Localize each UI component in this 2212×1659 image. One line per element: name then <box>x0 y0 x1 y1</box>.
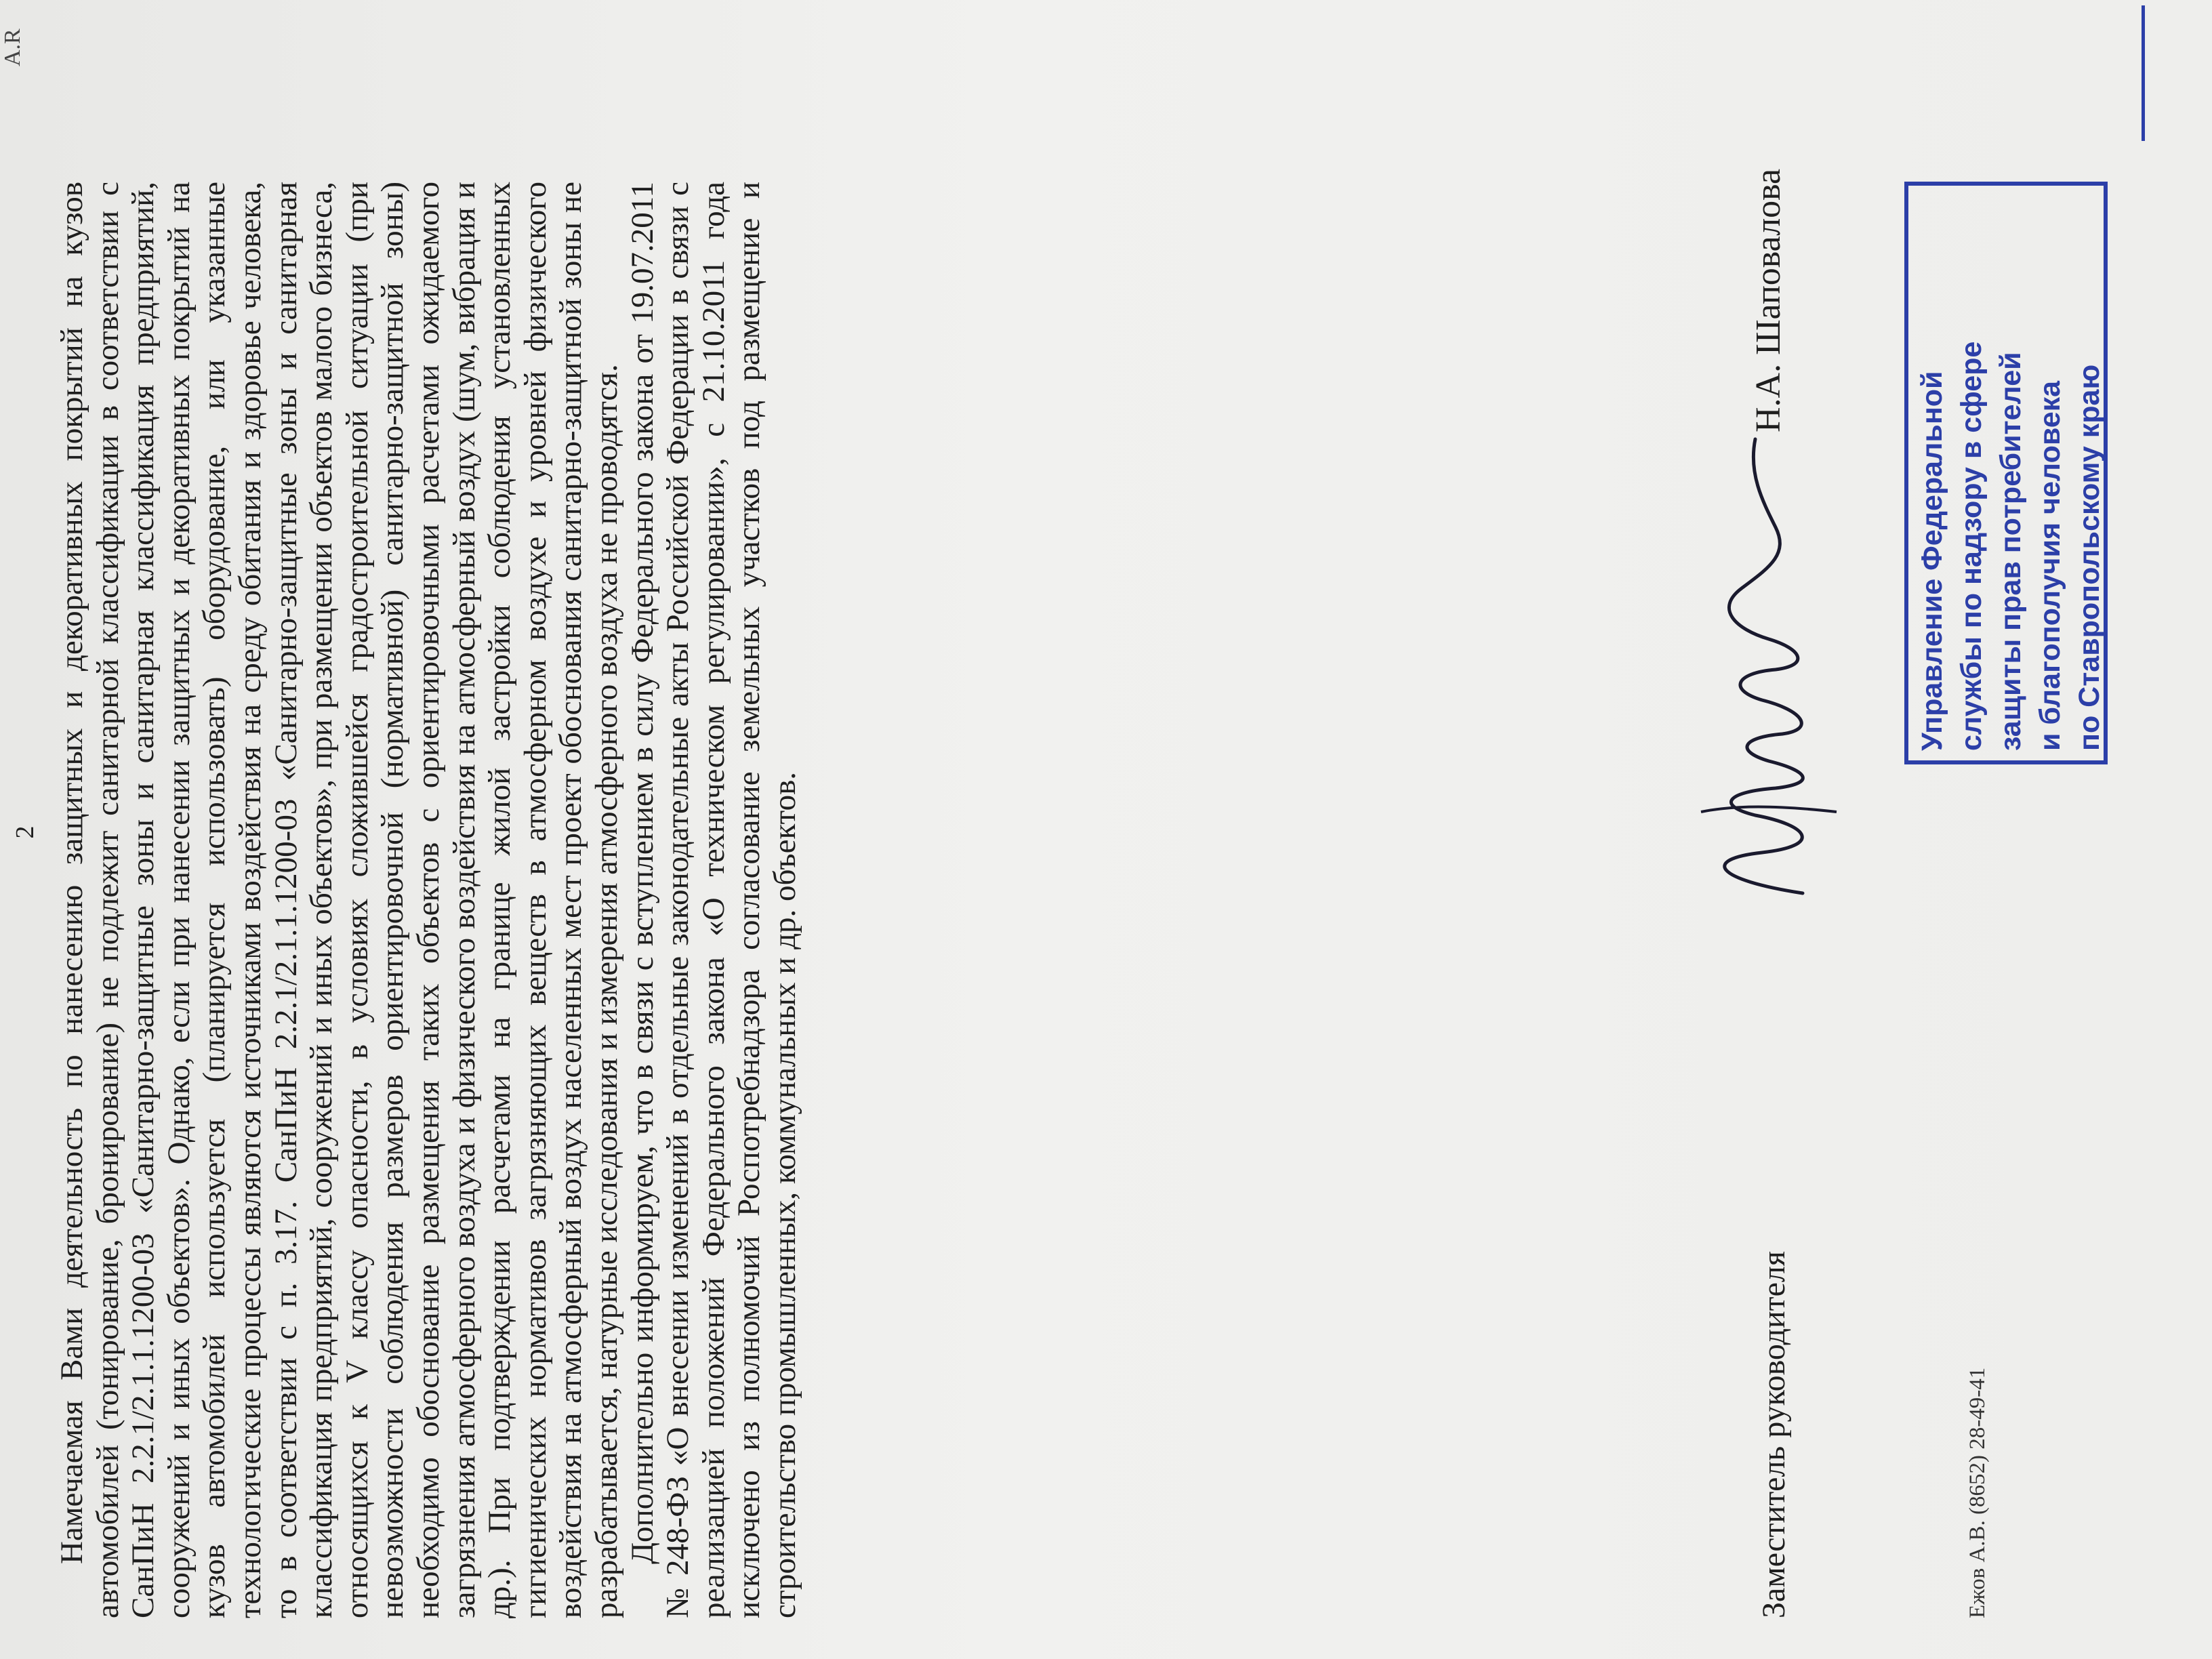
signer-name: Н.А. Шаповалова <box>1749 168 1788 432</box>
stamp-line: Управление Федеральной <box>1916 371 1948 751</box>
partial-stamp-edge <box>2142 5 2199 141</box>
paragraph-additional: Дополнительно информируем, что в связи с вступлением в силу Федерального закона от 19.07.2011 № 248-ФЗ «О внесении изменений в отдельные законодательные акты Российской Федерации в связи с реализацией положений Федерального закона «О техническом регулировании», с 21.10.2011 года исключено из полномочий Роспотребнадзора согласование земельных участков под размещение и строительство промышленных, коммунальных и др. объектов. <box>624 182 802 1618</box>
corner-mark: A.R <box>0 28 25 66</box>
contact-info: Ежов А.В. (8652) 28-49-41 <box>1965 1367 1990 1618</box>
stamp-line: по Ставропольскому краю <box>2073 364 2106 751</box>
handwritten-signature <box>1674 432 1850 907</box>
official-stamp <box>1904 182 2108 764</box>
paragraph-main: Намечаемая Вами деятельность по нанесению защитных и декоративных покрытий на кузов автомобилей (тонирование, бронирование) не подлежит санитарной классификации в соответствии с СанПиН 2.2.1/2.1.1.1200-03 «Санитарно-защитные зоны и санитарная классификация предприятий, сооружений и иных объектов». Однако, если при нанесении защитных и декоративных покрытий на кузов автомобилей используется (планируется использовать) оборудование, или указанные технологические процессы являются источниками воздействия на среду обитания и здоровье человека, то в соответствии с п. 3.17. СанПиН 2.2.1/2.1.1.1200-03 «Санитарно-защитные зоны и санитарная классификация предприятий, сооружений и иных объектов», при размещении объектов малого бизнеса, относящихся к V классу опасности, в условиях сложившейся градостроительной ситуации (при невозможности соблюдения размеров ориентировочной (нормативной) санитарно-защитной зоны) необходимо обоснование размещения таких объектов с ориентировочными расчетами ожидаемого загрязнения атмосферного воздуха и физического воздействия на атмосферный воздух (шум, вибрация и др.). При подтверждении расчетами на границе жилой застройки соблюдения установленных гигиенических нормативов загрязняющих веществ в атмосферном воздухе и уровней физического воздействия на атмосферный воздух населенных мест проект обоснования санитарно-защитной зоны не разрабатывается, натурные исследования и измерения атмосферного воздуха не проводятся. <box>54 182 624 1618</box>
signature-block <box>1674 60 1823 1618</box>
stamp-line: и благополучия человека <box>2034 380 2066 751</box>
position-title: Заместитель руководителя <box>1756 1251 1792 1618</box>
page-number: 2 <box>11 825 39 839</box>
stamp-line: защиты прав потребителей <box>1994 352 2027 751</box>
letter-body <box>54 182 802 1618</box>
stamp-line: службы по надзору в сфере <box>1955 341 1988 751</box>
